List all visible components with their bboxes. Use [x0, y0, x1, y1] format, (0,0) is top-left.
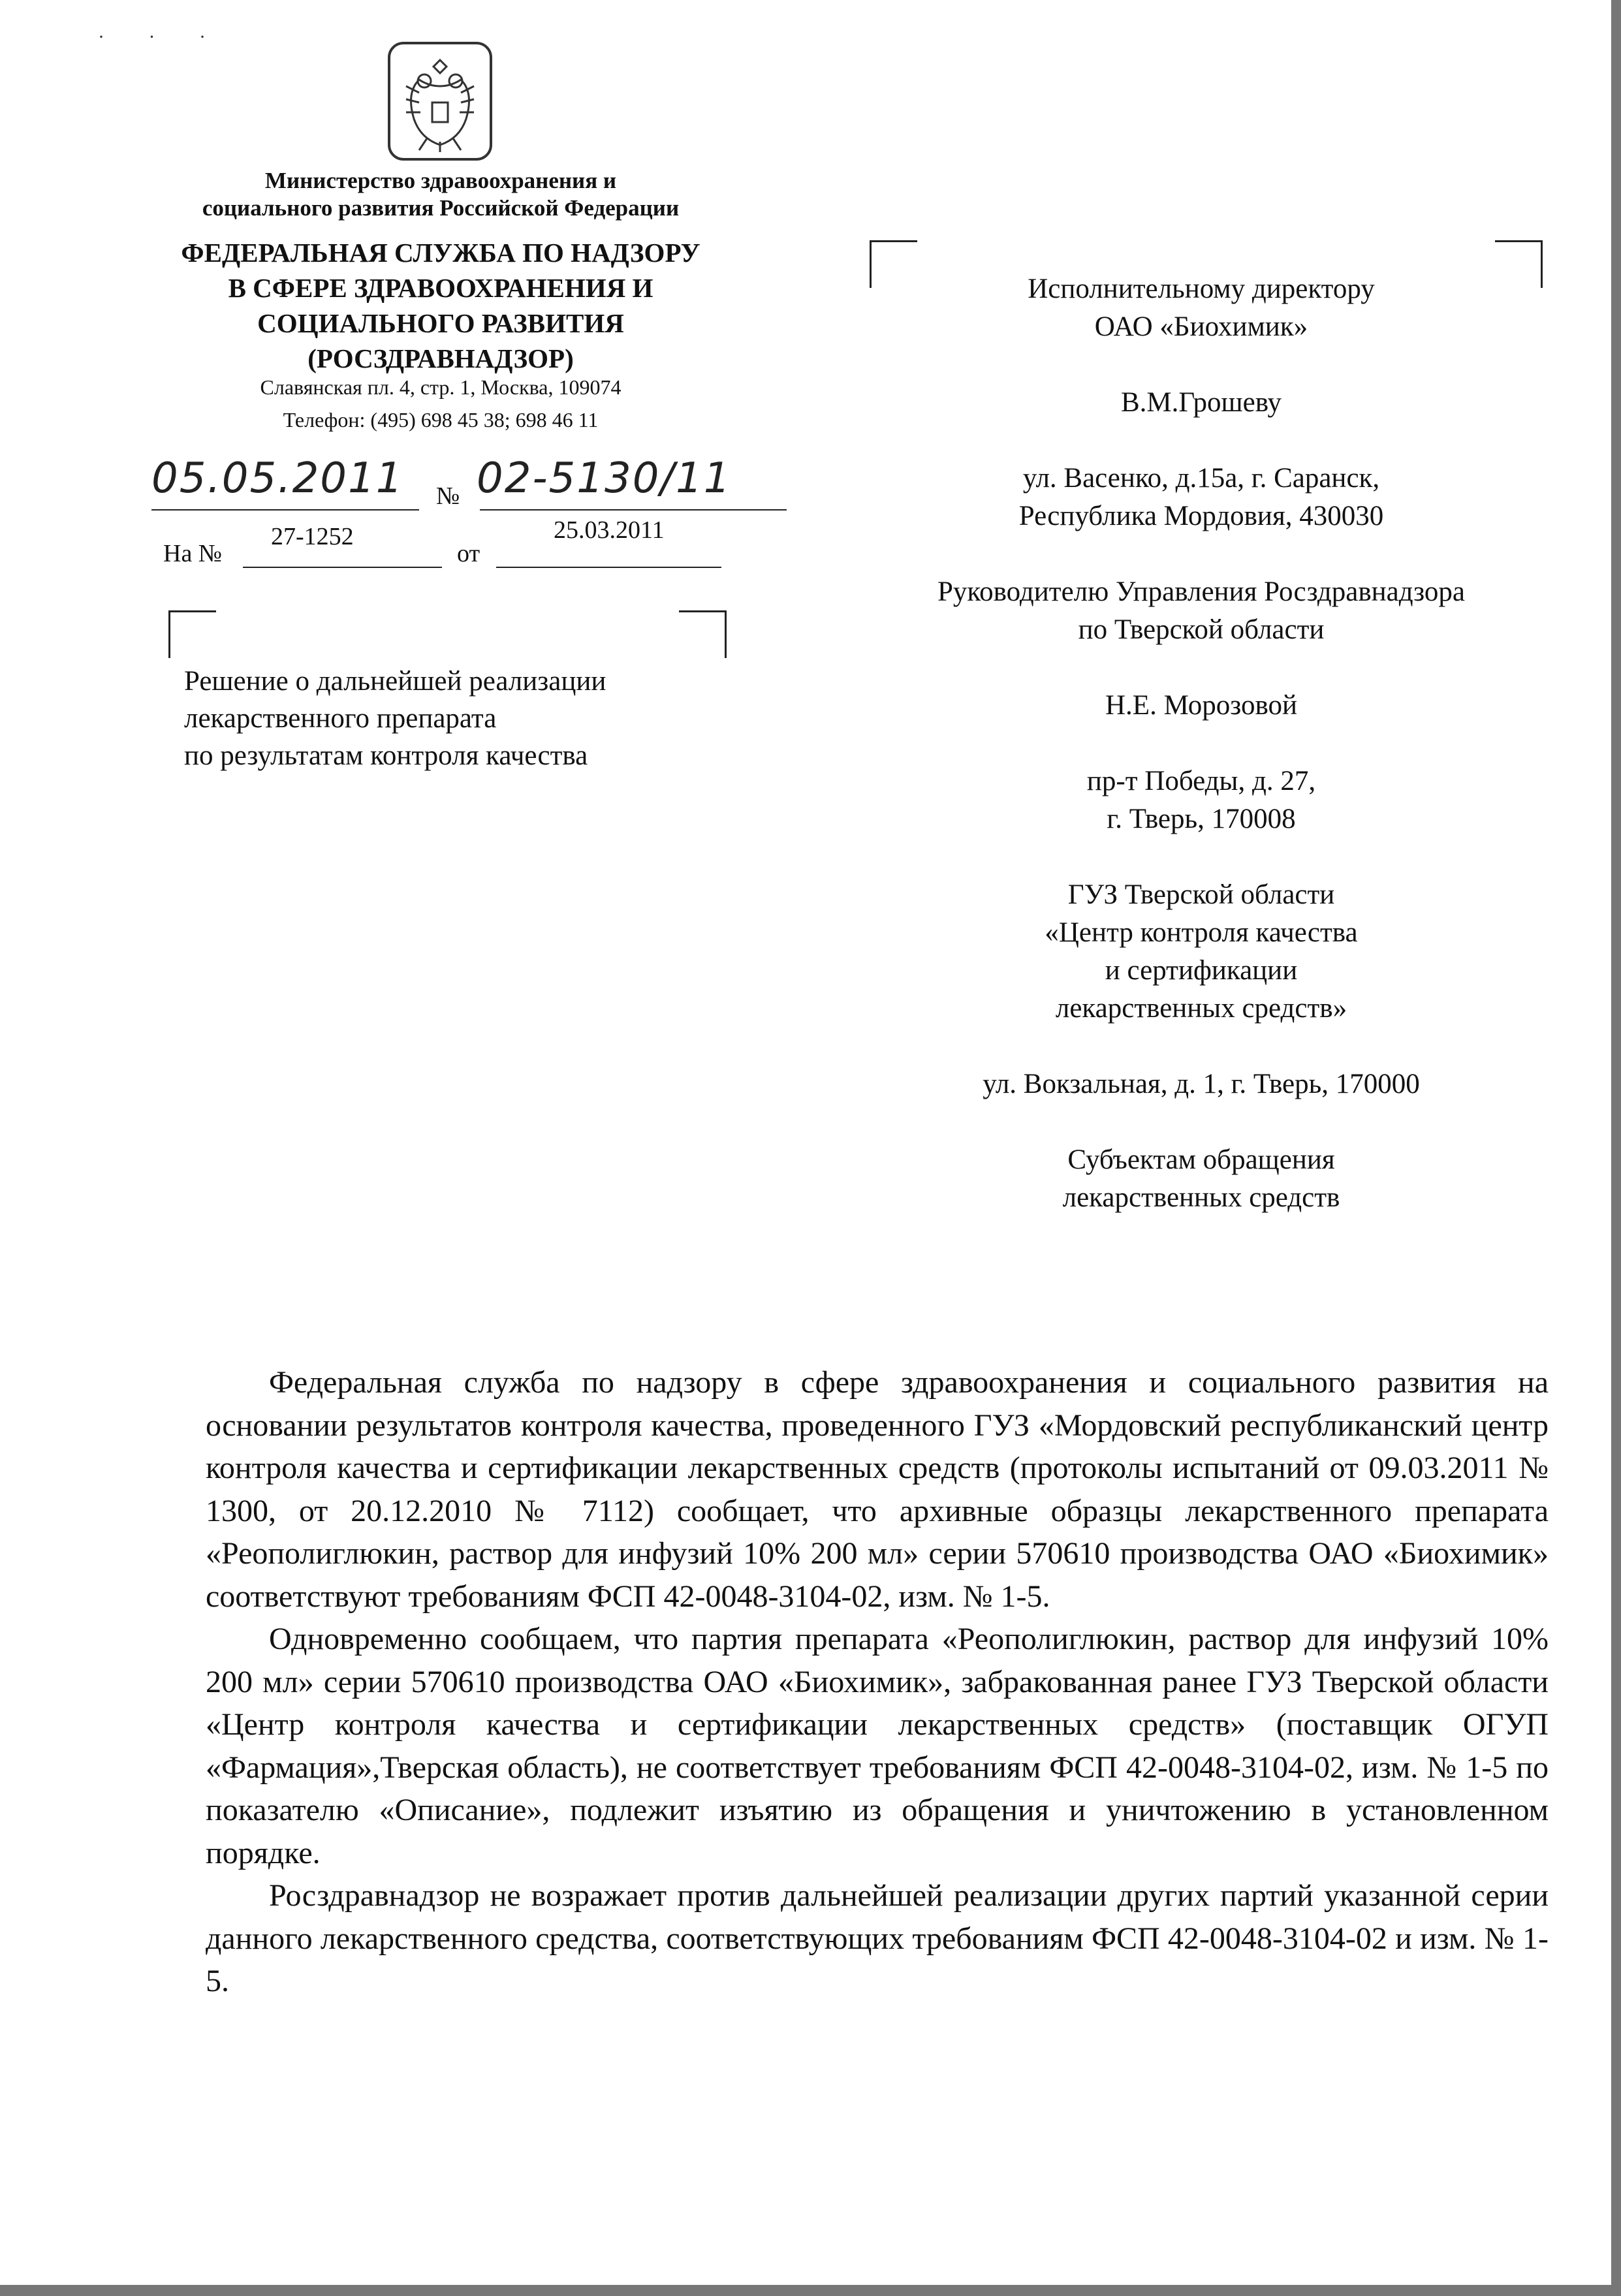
ministry-line-2: социального развития Российской Федерации — [202, 195, 680, 221]
outgoing-date: 05.05.2011 — [151, 454, 404, 503]
service-line-1: ФЕДЕРАЛЬНАЯ СЛУЖБА ПО НАДЗОРУ — [181, 238, 700, 268]
ministry-line-1: Министерство здравоохранения и — [264, 168, 617, 193]
coat-of-arms-emblem — [386, 40, 494, 162]
from-label: от — [457, 540, 480, 567]
letter-subject — [184, 663, 772, 774]
recipient-line: В.М.Грошеву — [1120, 387, 1282, 418]
ministry-name — [131, 167, 751, 222]
service-line-3: СОЦИАЛЬНОГО РАЗВИТИЯ — [257, 308, 624, 338]
sender-address: Славянская пл. 4, стр. 1, Москва, 109074 — [260, 375, 622, 399]
recipient-line: Руководителю Управления Росздравнадзора по Тверской области — [937, 576, 1465, 645]
service-line-2: В СФЕРЕ ЗДРАВООХРАНЕНИЯ И — [228, 273, 653, 303]
letter-body — [206, 1361, 1549, 2003]
double-headed-eagle-icon — [386, 40, 494, 162]
recipient-line: Субъектам обращения лекарственных средств — [1062, 1144, 1340, 1213]
body-paragraph: Росздравнадзор не возражает против дальнейшей реализации других партий указанной серии данного лекарственного средства, соответствующих требованиям ФСП 42-0048-3104-02 и изм. № 1-5. — [206, 1878, 1549, 1998]
subject-corner-left — [168, 610, 216, 658]
recipient-line: ул. Васенко, д.15а, г. Саранск, Республика Мордовия, 430030 — [1018, 463, 1384, 531]
outgoing-number: 02-5130/11 — [477, 454, 732, 503]
subject-line-3: по результатам контроля качества — [184, 740, 588, 771]
sender-phone: Телефон: (495) 698 45 38; 698 46 11 — [283, 408, 599, 432]
recipient-line: ГУЗ Тверской области «Центр контроля качества и сертификации лекарственных средств» — [1045, 879, 1358, 1024]
sender-address-block — [131, 371, 751, 436]
recipient-line: Н.Е. Морозовой — [1105, 690, 1297, 721]
scan-border-right — [1611, 0, 1621, 2296]
recipient-line: Исполнительному директору ОАО «Биохимик» — [1028, 274, 1375, 342]
in-reply-label: На № — [163, 540, 223, 567]
in-reply-number: 27-1252 — [271, 523, 354, 550]
subject-corner-right — [679, 610, 727, 658]
scan-specks: · · · — [98, 26, 225, 48]
subject-line-2: лекарственного препарата — [184, 703, 497, 734]
recipient-line: пр-т Победы, д. 27, г. Тверь, 170008 — [1086, 766, 1316, 834]
body-paragraph: Одновременно сообщаем, что партия препарата «Реополиглюкин, раствор для инфузий 10% 200 мл» серии 570610 производства ОАО «Биохимик», забракованная ранее ГУЗ Тверской области «Центр контроля качества и сертификации лекарственных средств» (поставщик ОГУП «Фармация»,Тверская область), не соответствует требованиям ФСП 42-0048-3104-02, изм. № 1-5 по показателю «Описание», подлежит изъятию из обращения и уничтожению в установленном порядке. — [206, 1622, 1549, 1870]
subject-line-1: Решение о дальнейшей реализации — [184, 666, 606, 697]
scan-border-bottom — [0, 2285, 1621, 2296]
recipients-block — [868, 270, 1534, 1255]
in-reply-date: 25.03.2011 — [554, 516, 665, 544]
recipient-line: ул. Вокзальная, д. 1, г. Тверь, 170000 — [983, 1069, 1420, 1099]
number-label: № — [436, 482, 460, 510]
body-paragraph: Федеральная служба по надзору в сфере здравоохранения и социального развития на основании результатов контроля качества, проведенного ГУЗ «Мордовский республиканский центр контроля качества и сертификации лекарственных средств (протоколы испытаний от 09.03.2011 № 1300, от 20.12.2010 № 7112) сообщает, что архивные образцы лекарственного препарата «Реополиглюкин, раствор для инфузий 10% 200 мл» серии 570610 производства ОАО «Биохимик» соответствуют требованиям ФСП 42-0048-3104-02, изм. № 1-5. — [206, 1365, 1549, 1614]
service-line-4: (РОСЗДРАВНАДЗОР) — [307, 343, 574, 373]
service-name — [131, 235, 751, 376]
